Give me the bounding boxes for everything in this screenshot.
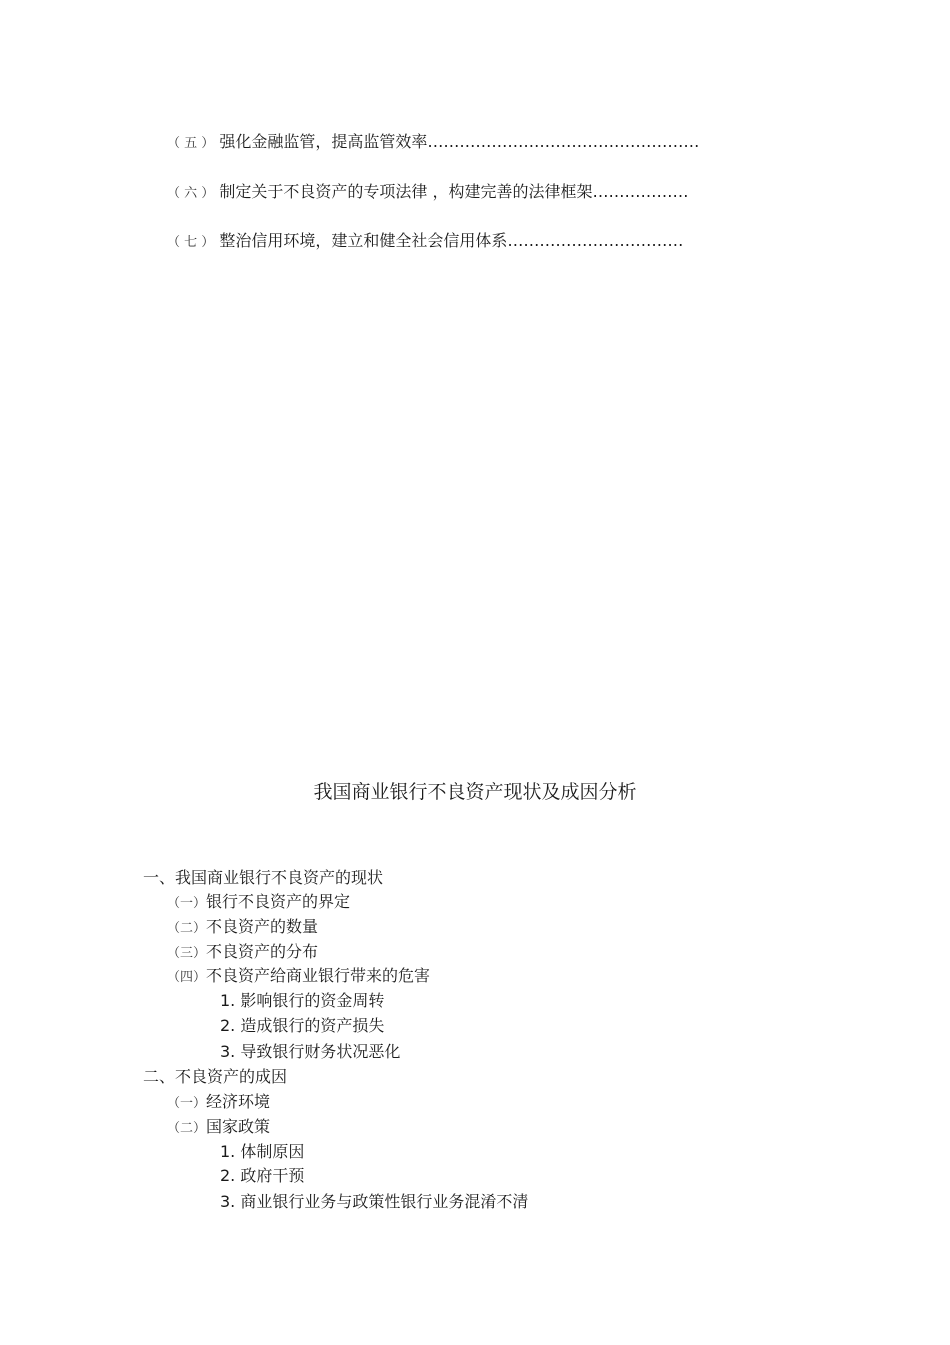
subsection-text: 国家政策	[206, 1117, 271, 1136]
subsection-label: （二）	[167, 921, 207, 936]
subsection-text: 经济环境	[206, 1092, 271, 1111]
toc-entry-label: （ 七 ）	[167, 235, 215, 250]
toc-entry	[167, 182, 688, 204]
subsection-item	[167, 1117, 270, 1139]
numbered-item: 3. 导致银行财务状况恶化	[220, 1042, 401, 1061]
subsection-item	[167, 1092, 270, 1114]
numbered-item: 2. 政府干预	[220, 1166, 305, 1185]
section-heading: 一、我国商业银行不良资产的现状	[143, 868, 384, 887]
toc-entry	[167, 132, 699, 154]
toc-entry-leader: ……………………………	[507, 231, 684, 250]
subsection-text: 不良资产的分布	[206, 942, 319, 961]
subsection-text: 不良资产给商业银行带来的危害	[206, 966, 431, 985]
subsection-label: （三）	[167, 946, 207, 961]
subsection-item	[167, 966, 430, 988]
toc-entry-leader: ………………	[592, 182, 689, 201]
subsection-label: （一）	[167, 896, 207, 911]
subsection-item	[167, 892, 350, 914]
numbered-item: 2. 造成银行的资产损失	[220, 1016, 385, 1035]
subsection-item	[167, 917, 318, 939]
subsection-label: （二）	[167, 1121, 207, 1136]
toc-entry-label: （ 五 ）	[167, 136, 215, 151]
toc-entry-label: （ 六 ）	[167, 186, 215, 201]
numbered-item: 3. 商业银行业务与政策性银行业务混淆不清	[220, 1192, 529, 1211]
toc-entry-text: 制定关于不良资产的专项法律 ，构建完善的法律框架	[219, 182, 593, 201]
numbered-item: 1. 影响银行的资金周转	[220, 991, 385, 1010]
toc-entry-text: 强化金融监管，提高监管效率	[219, 132, 428, 151]
toc-entry-text: 整治信用环境，建立和健全社会信用体系	[219, 231, 508, 250]
numbered-item: 1. 体制原因	[220, 1142, 305, 1161]
subsection-label: （一）	[167, 1096, 207, 1111]
document-title: 我国商业银行不良资产现状及成因分析	[313, 781, 637, 803]
subsection-label: （四）	[167, 970, 207, 985]
section-heading: 二、不良资产的成因	[143, 1067, 288, 1086]
toc-entry	[167, 231, 683, 253]
subsection-text: 银行不良资产的界定	[206, 892, 351, 911]
subsection-item	[167, 942, 318, 964]
toc-entry-leader: ……………………………………………	[427, 132, 700, 151]
subsection-text: 不良资产的数量	[206, 917, 319, 936]
